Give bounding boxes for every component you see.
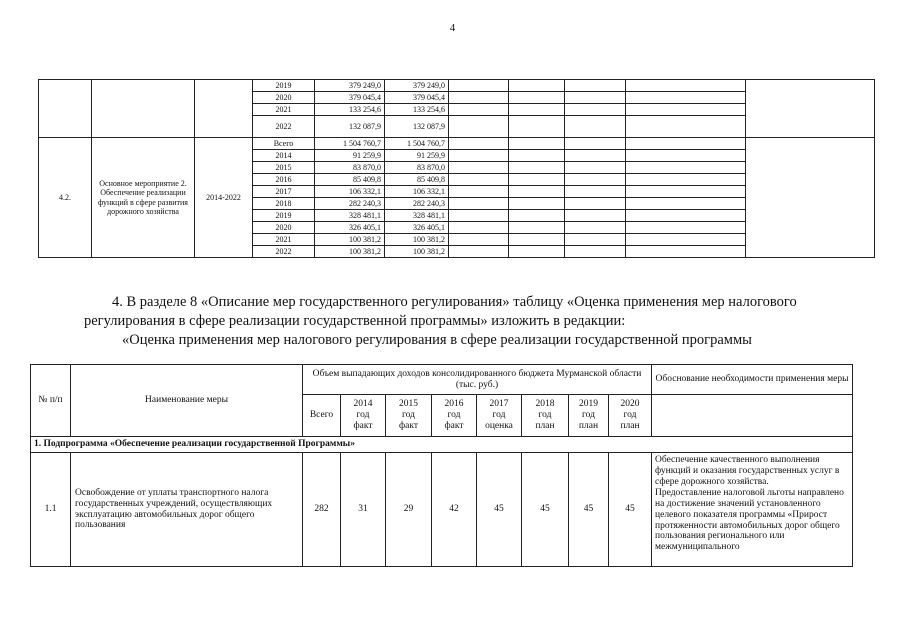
- page-number: 4: [449, 22, 456, 34]
- header-year-text: год: [623, 410, 637, 421]
- empty-cell: [509, 116, 565, 138]
- empty-cell: [509, 138, 565, 150]
- empty-cell: [509, 234, 565, 246]
- header-year-2015: [386, 395, 432, 437]
- amount-cell: 379 249,0: [315, 80, 385, 92]
- year-cell: 2014: [253, 150, 315, 162]
- header-year-text: план: [535, 420, 555, 431]
- empty-cell: [565, 80, 626, 92]
- year-cell: 2017: [253, 186, 315, 198]
- amount-cell: 328 481,1: [385, 210, 449, 222]
- item-number: 4.2.: [39, 138, 92, 258]
- header-measure-name: Наименование меры: [71, 365, 303, 437]
- year-cell: Всего: [253, 138, 315, 150]
- empty-cell: [509, 186, 565, 198]
- empty-cell: [565, 138, 626, 150]
- header-year-text: год: [492, 410, 506, 421]
- empty-cell: [565, 234, 626, 246]
- empty-cell: [565, 92, 626, 104]
- empty-cell: [746, 80, 875, 138]
- amount-cell: 133 254,6: [315, 104, 385, 116]
- measure-value-2014: 31: [341, 453, 386, 567]
- empty-cell: [509, 222, 565, 234]
- amount-cell: 379 249,0: [385, 80, 449, 92]
- empty-cell: [746, 138, 875, 258]
- empty-cell: [565, 246, 626, 258]
- amount-cell: 132 087,9: [315, 116, 385, 138]
- empty-cell: [626, 210, 746, 222]
- amount-cell: 91 259,9: [385, 150, 449, 162]
- header-year-2017: [477, 395, 522, 437]
- amount-cell: 326 405,1: [385, 222, 449, 234]
- amount-cell: 100 381,2: [385, 246, 449, 258]
- year-cell: 2022: [253, 246, 315, 258]
- empty-cell: [626, 222, 746, 234]
- year-cell: 2020: [253, 92, 315, 104]
- year-cell: 2021: [253, 234, 315, 246]
- amount-cell: 133 254,6: [385, 104, 449, 116]
- measure-total: 282: [303, 453, 341, 567]
- measure-value-2017: 45: [477, 453, 522, 567]
- year-cell: 2021: [253, 104, 315, 116]
- empty-cell: [509, 174, 565, 186]
- empty-cell: [626, 104, 746, 116]
- empty-cell: [652, 395, 853, 437]
- header-year-text: факт: [353, 420, 373, 431]
- empty-cell: [626, 198, 746, 210]
- empty-cell: [626, 80, 746, 92]
- empty-cell: [626, 116, 746, 138]
- amount-cell: 106 332,1: [315, 186, 385, 198]
- measure-value-2019: 45: [569, 453, 609, 567]
- justification-text: Обеспечение качественного выполнения функций и оказания государственных услуг в сфере дорожного хозяйства.: [655, 455, 840, 487]
- empty-cell: [449, 174, 509, 186]
- amount-cell: 100 381,2: [315, 246, 385, 258]
- empty-cell: [565, 116, 626, 138]
- empty-cell: [449, 138, 509, 150]
- empty-cell: [565, 198, 626, 210]
- measure-num: 1.1: [31, 453, 71, 567]
- amount-cell: 83 870,0: [385, 162, 449, 174]
- empty-cell: [509, 150, 565, 162]
- empty-cell: [449, 234, 509, 246]
- header-year-text: 2017: [489, 399, 509, 410]
- year-cell: 2015: [253, 162, 315, 174]
- empty-cell: [626, 92, 746, 104]
- header-year-2018: [522, 395, 569, 437]
- empty-cell: [565, 104, 626, 116]
- amount-cell: 1 504 760,7: [315, 138, 385, 150]
- header-year-text: 2016: [444, 399, 464, 410]
- header-year-2019: [569, 395, 609, 437]
- header-year-2016: [432, 395, 477, 437]
- header-year-text: план: [620, 420, 640, 431]
- header-year-text: год: [402, 410, 415, 421]
- amount-cell: 379 045,4: [385, 92, 449, 104]
- empty-cell: [449, 116, 509, 138]
- year-cell: 2019: [253, 80, 315, 92]
- header-year-text: оценка: [485, 420, 513, 431]
- measure-justification: [652, 453, 853, 567]
- year-cell: 2022: [253, 116, 315, 138]
- empty-cell: [626, 162, 746, 174]
- year-cell: 2020: [253, 222, 315, 234]
- amendment-paragraph-line-1: 4. В разделе 8 «Описание мер государственного регулирования» таблицу «Оценка применения мер налогового: [112, 294, 797, 310]
- header-year-text: 2020: [620, 399, 640, 410]
- empty-cell: [509, 92, 565, 104]
- table-row: [39, 80, 875, 92]
- amount-cell: 100 381,2: [315, 234, 385, 246]
- amount-cell: 85 409,8: [385, 174, 449, 186]
- header-year-text: 2014: [353, 399, 373, 410]
- justification-text: Предоставление налоговой льготы направлено на достижение значений установленного целевого показателя программы «Прирост протяженности автомобильных дорог общего пользования регионального или межмуниципального: [655, 487, 844, 553]
- empty-cell: [626, 150, 746, 162]
- header-year-text: год: [538, 410, 552, 421]
- empty-cell: [626, 246, 746, 258]
- empty-cell: [449, 80, 509, 92]
- amount-cell: 85 409,8: [315, 174, 385, 186]
- empty-cell: [449, 186, 509, 198]
- header-year-text: план: [578, 420, 599, 431]
- year-cell: 2018: [253, 198, 315, 210]
- header-justification: Обоснование необходимости применения меры: [652, 365, 853, 395]
- empty-cell: [449, 104, 509, 116]
- empty-cell: [565, 186, 626, 198]
- empty-cell: [565, 210, 626, 222]
- amount-cell: 91 259,9: [315, 150, 385, 162]
- amount-cell: 1 504 760,7: [385, 138, 449, 150]
- header-year-text: год: [447, 410, 461, 421]
- table-row: [39, 138, 875, 150]
- year-cell: 2019: [253, 210, 315, 222]
- empty-cell: [509, 162, 565, 174]
- empty-cell: [509, 198, 565, 210]
- empty-cell: [449, 162, 509, 174]
- amount-cell: 328 481,1: [315, 210, 385, 222]
- budget-continuation-table: [38, 79, 875, 258]
- header-year-text: 2015: [399, 399, 418, 410]
- measure-value-2015: 29: [386, 453, 432, 567]
- header-year-text: 2018: [535, 399, 555, 410]
- empty-cell: [565, 174, 626, 186]
- table-title: «Оценка применения мер налогового регулирования в сфере реализации государственной программы: [122, 332, 752, 348]
- empty-cell: [626, 174, 746, 186]
- amount-cell: 379 045,4: [315, 92, 385, 104]
- empty-cell: [195, 80, 253, 138]
- empty-cell: [449, 246, 509, 258]
- header-year-2014: [341, 395, 386, 437]
- header-year-text: 2019: [579, 399, 598, 410]
- empty-cell: [509, 80, 565, 92]
- empty-cell: [92, 80, 195, 138]
- empty-cell: [626, 234, 746, 246]
- amount-cell: 326 405,1: [315, 222, 385, 234]
- header-num: № п/п: [31, 365, 71, 437]
- measure-value-2018: 45: [522, 453, 569, 567]
- header-revenue-volume: Объем выпадающих доходов консолидированного бюджета Мурманской области (тыс. руб.): [303, 365, 652, 395]
- amount-cell: 282 240,3: [385, 198, 449, 210]
- header-year-text: факт: [444, 420, 464, 431]
- amendment-paragraph-line-2: регулирования в сфере реализации государственной программы» изложить в редакции:: [84, 313, 626, 329]
- empty-cell: [449, 198, 509, 210]
- measure-name: Освобождение от уплаты транспортного налога государственных учреждений, осуществляющих эксплуатацию автомобильных дорог общего пользования: [71, 453, 303, 567]
- measure-value-2020: 45: [609, 453, 652, 567]
- empty-cell: [565, 162, 626, 174]
- header-year-2020: [609, 395, 652, 437]
- empty-cell: [449, 150, 509, 162]
- subprogram-section: 1. Подпрограмма «Обеспечение реализации государственной Программы»: [31, 437, 853, 453]
- empty-cell: [626, 186, 746, 198]
- empty-cell: [449, 92, 509, 104]
- amount-cell: 282 240,3: [315, 198, 385, 210]
- empty-cell: [626, 138, 746, 150]
- empty-cell: [39, 80, 92, 138]
- empty-cell: [509, 210, 565, 222]
- empty-cell: [449, 210, 509, 222]
- header-year-text: год: [356, 410, 370, 421]
- empty-cell: [449, 222, 509, 234]
- item-period: 2014-2022: [195, 138, 253, 258]
- year-cell: 2016: [253, 174, 315, 186]
- empty-cell: [509, 246, 565, 258]
- tax-measures-table: [30, 364, 853, 567]
- amount-cell: 100 381,2: [385, 234, 449, 246]
- header-total: Всего: [303, 395, 341, 437]
- measure-value-2016: 42: [432, 453, 477, 567]
- header-year-text: факт: [398, 420, 418, 431]
- empty-cell: [565, 222, 626, 234]
- empty-cell: [565, 150, 626, 162]
- item-name: Основное мероприятие 2. Обеспечение реализации функций в сфере развития дорожного хозяйства: [92, 138, 195, 258]
- empty-cell: [509, 104, 565, 116]
- amount-cell: 132 087,9: [385, 116, 449, 138]
- amount-cell: 106 332,1: [385, 186, 449, 198]
- header-year-text: год: [582, 410, 595, 421]
- amount-cell: 83 870,0: [315, 162, 385, 174]
